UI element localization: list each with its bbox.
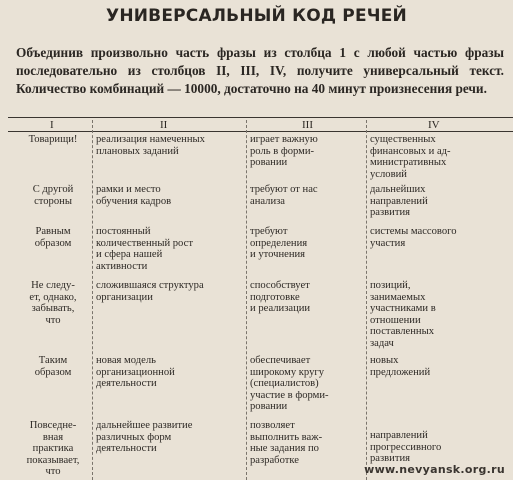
table-cell: С другой стороны xyxy=(32,184,74,207)
table-cell: позволяет выполнить важ- ные задания по разработке xyxy=(250,420,323,466)
table-cell: Равным образом xyxy=(34,226,72,249)
column-divider xyxy=(92,120,93,480)
table-cell: новая модель организационной деятельности xyxy=(96,355,175,390)
table-top-rule xyxy=(8,117,513,118)
table-cell: сложившаяся структура организации xyxy=(96,280,204,303)
table-cell: реализация намеченных плановых заданий xyxy=(96,134,205,157)
table-cell: требуют определения и уточнения xyxy=(250,226,308,261)
table-cell: Таким образом xyxy=(34,355,72,378)
table-cell: играет важную роль в форми- ровании xyxy=(250,134,318,169)
table-cell: дальнейших направлений развития xyxy=(370,184,428,219)
table-cell: позиций, занимаемых участниками в отношении поставленных задач xyxy=(370,280,436,349)
table-cell: рамки и место обучения кадров xyxy=(96,184,172,207)
table-cell: существенных финансовых и ад- министративных условий xyxy=(370,134,451,180)
table-cell: направлений прогрессивного развития xyxy=(370,430,442,465)
page-title: УНИВЕРСАЛЬНЫЙ КОД РЕЧЕЙ xyxy=(106,6,407,26)
table-cell: Не следу- ет, однако, забывать, что xyxy=(29,280,77,326)
column-header-1: I xyxy=(50,119,54,131)
column-divider xyxy=(246,120,247,480)
table-cell: Повседне- вная практика показывает, что xyxy=(26,420,80,478)
column-header-4: IV xyxy=(428,119,440,131)
table-cell: дальнейшее развитие различных форм деятельности xyxy=(96,420,193,455)
table-cell: обеспечивает широкому кругу (специалистов) участие в форми- ровании xyxy=(250,355,329,413)
column-header-2: II xyxy=(160,119,168,131)
intro-paragraph: Объединив произвольно часть фразы из столбца 1 с любой частью фразы последовательно из столбцов II, III, IV, получите универсальный текст. Количество комбинаций — 10000, достаточно на 40 минут произнесения речи. xyxy=(16,45,504,96)
table-cell: способствует подготовке и реализации xyxy=(250,280,311,315)
table-header-rule xyxy=(8,131,513,132)
column-header-3: III xyxy=(302,119,313,131)
table-cell: новых предложений xyxy=(370,355,431,378)
table-cell: требуют от нас анализа xyxy=(250,184,318,207)
table-cell: системы массового участия xyxy=(370,226,457,249)
table-cell: Товарищи! xyxy=(28,134,78,145)
watermark: www.nevyansk.org.ru xyxy=(364,463,505,476)
table-cell: постоянный количественный рост и сфера нашей активности xyxy=(96,226,193,272)
column-divider xyxy=(366,120,367,480)
